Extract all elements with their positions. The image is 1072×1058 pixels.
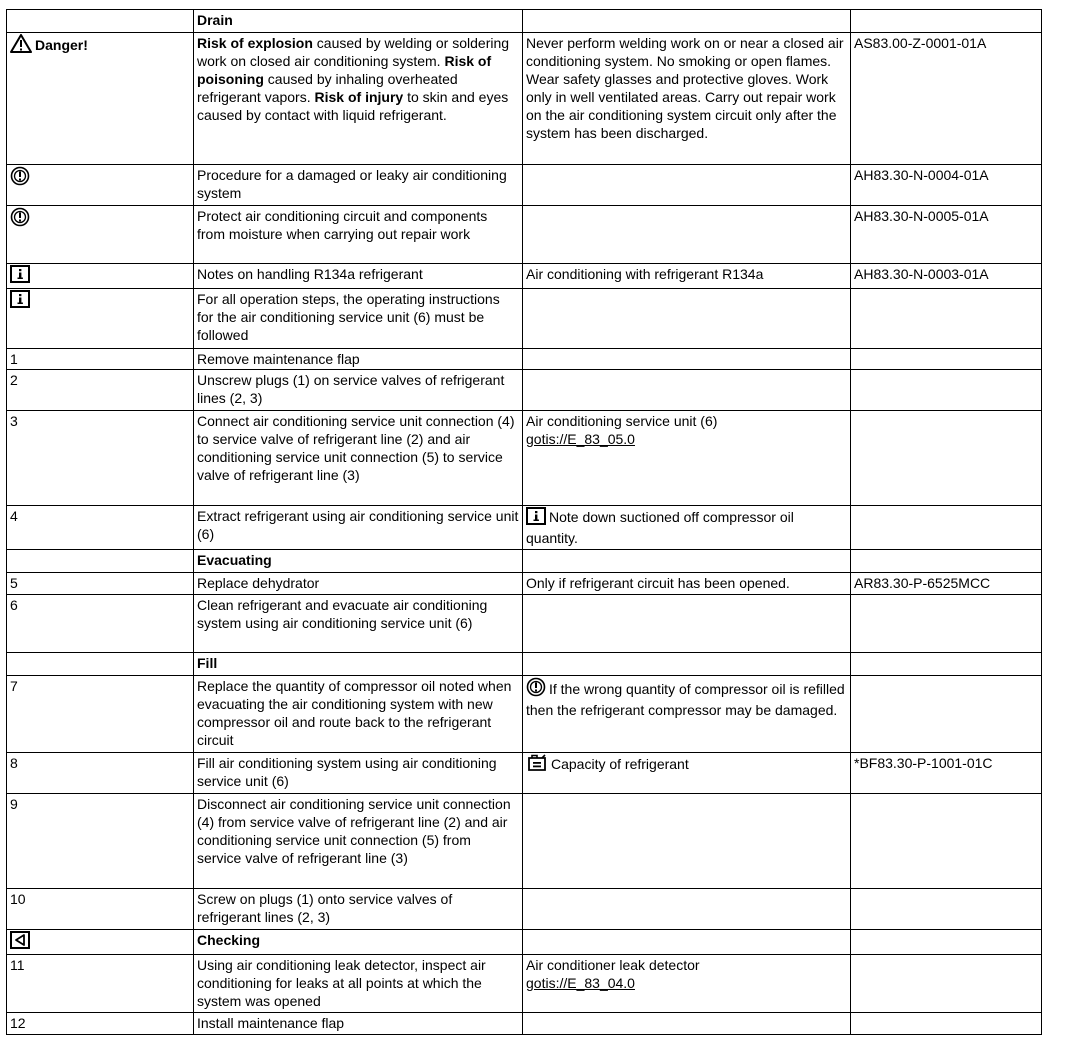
section-row-drain	[7, 10, 1042, 33]
gotis-link[interactable]: gotis://E_83_05.0	[526, 431, 635, 447]
section-title-evacuating: Evacuating	[194, 550, 523, 573]
step-number: 7	[7, 676, 194, 753]
step-number: 3	[7, 411, 194, 506]
table-row-note	[7, 206, 1042, 264]
fluid-capacity-icon	[526, 754, 548, 776]
step-number: 4	[7, 506, 194, 550]
gotis-link[interactable]: gotis://E_83_04.0	[526, 975, 635, 991]
danger-cell	[7, 33, 194, 165]
step-text: Clean refrigerant and evacuate air conditioning system using air conditioning service unit (6)	[194, 595, 523, 653]
table-row-step	[7, 349, 1042, 370]
risk-explosion: Risk of explosion	[197, 35, 313, 51]
step-text: Replace dehydrator	[194, 573, 523, 595]
step-text: Screw on plugs (1) onto service valves of refrigerant lines (2, 3)	[194, 889, 523, 930]
step-extra: If the wrong quantity of compressor oil is refilled then the refrigerant compressor may be damaged.	[526, 681, 845, 718]
step-text: Remove maintenance flap	[194, 349, 523, 370]
step-text: Replace the quantity of compressor oil noted when evacuating the air conditioning system with new compressor oil and route back to the refrigerant circuit	[194, 676, 523, 753]
step-text: Connect air conditioning service unit connection (4) to service valve of refrigerant line (2) and air conditioning service unit connection (5) to service valve of refrigerant line (3)	[194, 411, 523, 506]
note-text: Protect air conditioning circuit and components from moisture when carrying out repair work	[194, 206, 523, 264]
table-row-note	[7, 165, 1042, 206]
section-title-drain: Drain	[194, 10, 523, 33]
table-row-step	[7, 595, 1042, 653]
step-extra: Capacity of refrigerant	[551, 756, 689, 772]
step-number: 5	[7, 573, 194, 595]
caution-icon	[526, 677, 546, 701]
table-row-step	[7, 889, 1042, 930]
info-icon	[526, 507, 546, 529]
step-ref[interactable]: AR83.30-P-6525MCC	[851, 573, 1042, 595]
table-row-danger	[7, 33, 1042, 165]
note-text: For all operation steps, the operating instructions for the air conditioning service unit (6) must be followed	[194, 289, 523, 349]
step-extra: Air conditioning service unit (6)	[526, 413, 718, 429]
table-row-step	[7, 411, 1042, 506]
table-row-step	[7, 794, 1042, 889]
danger-measures: Never perform welding work on or near a closed air conditioning system. No smoking or open flames. Wear safety glasses and protective gloves. Work only in well ventilated areas. Carry out repair work on the air conditioning system circuit only after the system has been discharged.	[523, 33, 851, 165]
section-row-evacuating	[7, 550, 1042, 573]
section-row-checking	[7, 930, 1042, 955]
step-extra: Only if refrigerant circuit has been opened.	[523, 573, 851, 595]
table-row-step	[7, 955, 1042, 1013]
step-number: 11	[7, 955, 194, 1013]
table-row-step	[7, 370, 1042, 411]
step-number: 10	[7, 889, 194, 930]
procedure-table	[6, 9, 1042, 1035]
step-ref[interactable]: *BF83.30-P-1001-01C	[851, 753, 1042, 794]
step-number: 2	[7, 370, 194, 411]
table-row-step	[7, 676, 1042, 753]
step-number: 1	[7, 349, 194, 370]
risk-injury: Risk of injury	[314, 89, 404, 105]
note-ref[interactable]: AH83.30-N-0005-01A	[851, 206, 1042, 264]
table-row-step	[7, 1013, 1042, 1035]
step-extra: Note down suctioned off compressor oil quantity.	[526, 509, 794, 546]
section-title-checking: Checking	[194, 930, 523, 955]
step-number: 9	[7, 794, 194, 889]
note-text: Notes on handling R134a refrigerant	[194, 264, 523, 289]
step-text: Install maintenance flap	[194, 1013, 523, 1035]
warning-triangle-icon	[10, 34, 32, 57]
step-number: 12	[7, 1013, 194, 1035]
note-ref[interactable]: AH83.30-N-0004-01A	[851, 165, 1042, 206]
step-number: 8	[7, 753, 194, 794]
note-extra: Air conditioning with refrigerant R134a	[523, 264, 851, 289]
step-text: Unscrew plugs (1) on service valves of refrigerant lines (2, 3)	[194, 370, 523, 411]
danger-ref[interactable]: AS83.00-Z-0001-01A	[851, 33, 1042, 165]
note-text: Procedure for a damaged or leaky air conditioning system	[194, 165, 523, 206]
table-row-note	[7, 264, 1042, 289]
danger-label: Danger!	[35, 37, 88, 53]
info-icon	[10, 290, 30, 312]
caution-icon	[10, 207, 30, 231]
section-title-fill: Fill	[194, 653, 523, 676]
risk-poisoning: Risk of poisoning	[197, 53, 492, 87]
table-row-step	[7, 573, 1042, 595]
info-icon	[10, 265, 30, 287]
checking-icon	[10, 931, 30, 953]
step-text: Disconnect air conditioning service unit connection (4) from service valve of refrigerant line (2) and air conditioning service unit connection (5) from service valve of refrigerant line (3)	[194, 794, 523, 889]
table-row-step	[7, 753, 1042, 794]
step-text: Fill air conditioning system using air conditioning service unit (6)	[194, 753, 523, 794]
step-text: Extract refrigerant using air conditioning service unit (6)	[194, 506, 523, 550]
danger-description: Risk of explosion caused by welding or soldering work on closed air conditioning system. Risk of poisoning caused by inhaling overheated refrigerant vapors. Risk of injury to skin and eyes caused by contact with liquid refrigerant.	[194, 33, 523, 165]
step-number: 6	[7, 595, 194, 653]
section-row-fill	[7, 653, 1042, 676]
note-ref[interactable]: AH83.30-N-0003-01A	[851, 264, 1042, 289]
caution-icon	[10, 166, 30, 190]
table-row-step	[7, 506, 1042, 550]
step-extra: Air conditioner leak detector	[526, 957, 700, 973]
table-row-note	[7, 289, 1042, 349]
step-text: Using air conditioning leak detector, inspect air conditioning for leaks at all points at which the system was opened	[194, 955, 523, 1013]
